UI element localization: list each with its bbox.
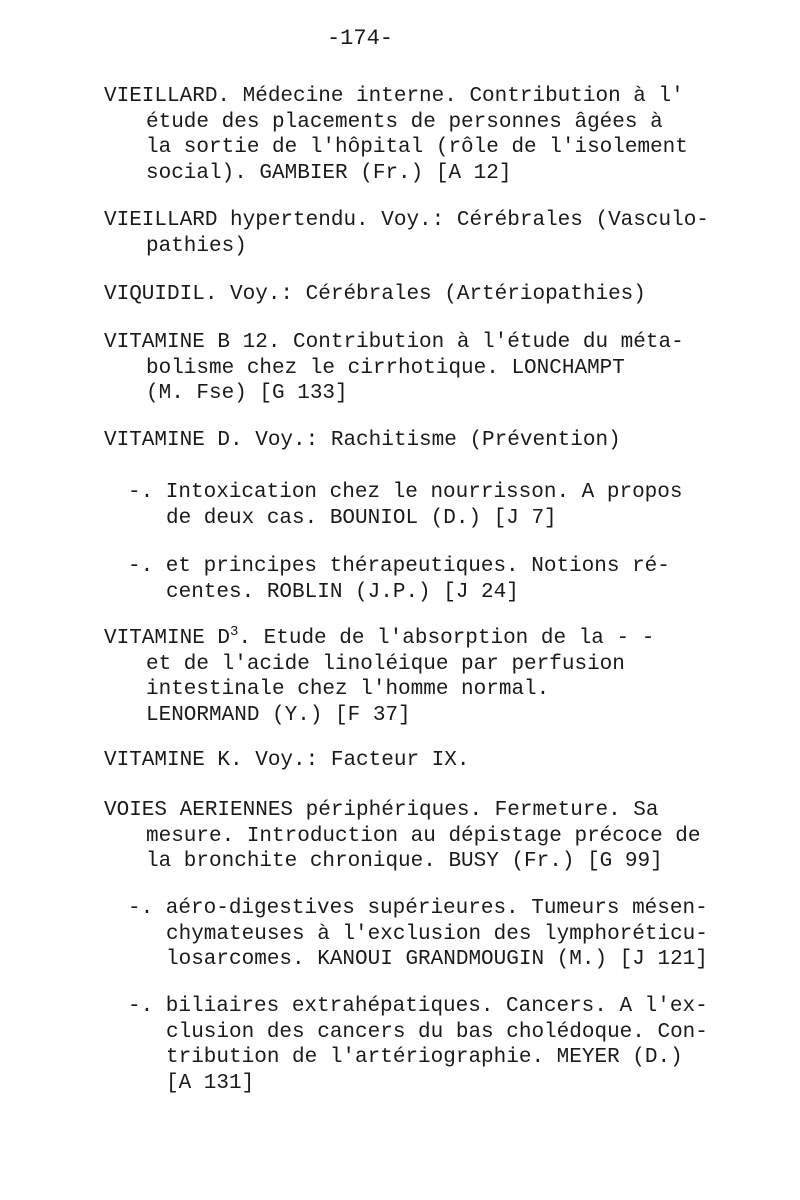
entry-line: bolisme chez le cirrhotique. LONCHAMPT (146, 356, 625, 380)
entry-line: [A 131] (166, 1071, 255, 1095)
index-entry (104, 208, 709, 259)
entry-line: de deux cas. BOUNIOL (D.) [J 7] (166, 506, 557, 530)
index-entry (104, 84, 688, 186)
entry-line: la bronchite chronique. BUSY (Fr.) [G 99] (146, 850, 663, 873)
page-number: -174- (326, 26, 393, 51)
entry-line: VITAMINE B 12. Contribution à l'étude du méta- (104, 331, 684, 354)
entry-line: -. et principes thérapeutiques. Notions ré- (128, 555, 670, 578)
entry-line: tribution de l'artériographie. MEYER (D.) (166, 1046, 683, 1069)
entry-heading-rest: . Etude de l'absorption de la - - (238, 627, 655, 650)
index-subentry (104, 896, 708, 973)
index-subentry (104, 994, 708, 1096)
entry-line: mesure. Introduction au dépistage précoce de (146, 824, 701, 848)
index-entry (104, 626, 654, 728)
entry-line: losarcomes. KANOUI GRANDMOUGIN (M.) [J 121] (166, 948, 708, 971)
entry-line: et de l'acide linoléique par perfusion (146, 652, 625, 676)
entry-line: VOIES AERIENNES périphériques. Fermeture. Sa (104, 799, 659, 822)
index-entry (104, 282, 646, 308)
index-subentry (104, 480, 683, 531)
index-entry (104, 330, 684, 407)
entry-line: social). GAMBIER (Fr.) [A 12] (146, 161, 512, 185)
superscript: 3 (230, 624, 239, 640)
entry-line: -. biliaires extrahépatiques. Cancers. A l'ex- (128, 995, 708, 1018)
entry-line: VIEILLARD. Médecine interne. Contribution à l' (104, 85, 684, 108)
entry-line: VITAMINE D. Voy.: Rachitisme (Prévention) (104, 429, 621, 452)
entry-line: (M. Fse) [G 133] (146, 382, 348, 405)
entry-line: VIQUIDIL. Voy.: Cérébrales (Artériopathies) (104, 283, 646, 306)
index-entry (104, 428, 621, 454)
index-entry (104, 748, 469, 774)
entry-line: -. aéro-digestives supérieures. Tumeurs mésen- (128, 897, 708, 920)
entry-line: étude des placements de personnes âgées à (146, 110, 663, 134)
entry-line: chymateuses à l'exclusion des lymphoréticu- (166, 922, 708, 946)
entry-line: clusion des cancers du bas cholédoque. Con- (166, 1020, 708, 1044)
entry-line: pathies) (146, 234, 247, 258)
index-subentry (104, 554, 670, 605)
entry-line: intestinale chez l'homme normal. (146, 678, 550, 701)
entry-heading: VITAMINE D (104, 627, 231, 650)
entry-line: LENORMAND (Y.) [F 37] (146, 703, 411, 727)
entry-line: centes. ROBLIN (J.P.) [J 24] (166, 580, 519, 604)
index-entry (104, 798, 701, 875)
entry-line (104, 626, 654, 652)
entry-line: VITAMINE K. Voy.: Facteur IX. (104, 749, 470, 772)
entry-line: VIEILLARD hypertendu. Voy.: Cérébrales (Vasculo- (104, 209, 709, 232)
entry-line: la sortie de l'hôpital (rôle de l'isolement (146, 136, 688, 159)
entry-line: -. Intoxication chez le nourrisson. A propos (128, 481, 683, 504)
